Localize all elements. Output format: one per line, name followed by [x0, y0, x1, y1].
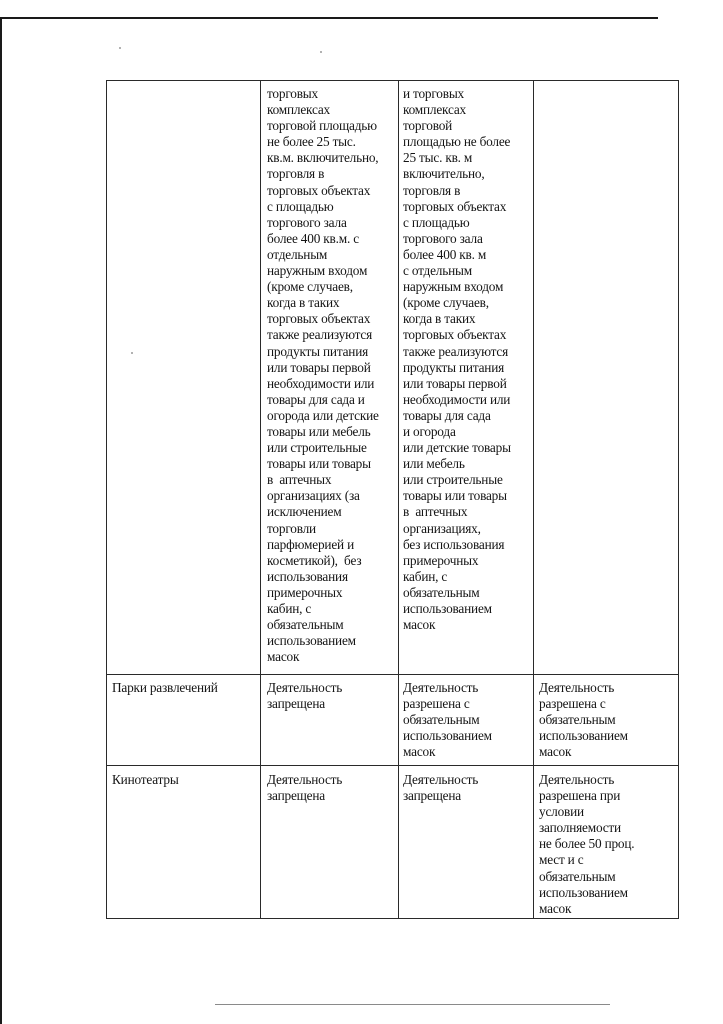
table-cell-col2: Деятельность запрещена	[261, 675, 399, 766]
table-cell-col3: и торговых комплексах торговой площадью не более 25 тыс. кв. м включительно, торговля в торговых объектах с площадью торгового зала более 400 кв. м с отдельным наружным входом (кроме случаев, когда в таких торговых объектах также реализуются продукты питания или товары первой необходимости или товары для сада и огорода или детские товары или мебель или строительные товары или товары в аптечных организациях, без использования примерочных кабин, с обязательным использованием масок	[399, 81, 534, 675]
table-cell-col4: Деятельность разрешена с обязательным использованием масок	[534, 675, 679, 766]
table-cell-col3: Деятельность разрешена с обязательным использованием масок	[399, 675, 534, 766]
scan-speck	[320, 51, 322, 53]
table-cell-col2: Деятельность запрещена	[261, 766, 399, 919]
restrictions-table	[106, 80, 679, 919]
table-cell-col4	[534, 81, 679, 675]
table-cell-label: Кинотеатры	[107, 766, 261, 919]
scan-left-edge	[0, 17, 2, 1024]
table-cell-label	[107, 81, 261, 675]
table-row-continuation	[107, 81, 679, 675]
scan-bottom-edge	[215, 1004, 610, 1005]
table-cell-col4: Деятельность разрешена при условии заполняемости не более 50 проц. мест и с обязательным использованием масок	[534, 766, 679, 919]
table-row-cinemas	[107, 766, 679, 919]
table-cell-label: Парки развлечений	[107, 675, 261, 766]
scan-speck	[119, 47, 121, 49]
scan-top-edge	[0, 17, 658, 19]
table-cell-col2: торговых комплексах торговой площадью не более 25 тыс. кв.м. включительно, торговля в торговых объектах с площадью торгового зала более 400 кв.м. с отдельным наружным входом (кроме случаев, когда в таких торговых объектах также реализуются продукты питания или товары первой необходимости или товары для сада и огорода или детские товары или мебель или строительные товары или товары в аптечных организациях (за исключением торговли парфюмерией и косметикой), без использования примерочных кабин, с обязательным использованием масок	[261, 81, 399, 675]
table-row-amusement-parks	[107, 675, 679, 766]
table-cell-col3: Деятельность запрещена	[399, 766, 534, 919]
